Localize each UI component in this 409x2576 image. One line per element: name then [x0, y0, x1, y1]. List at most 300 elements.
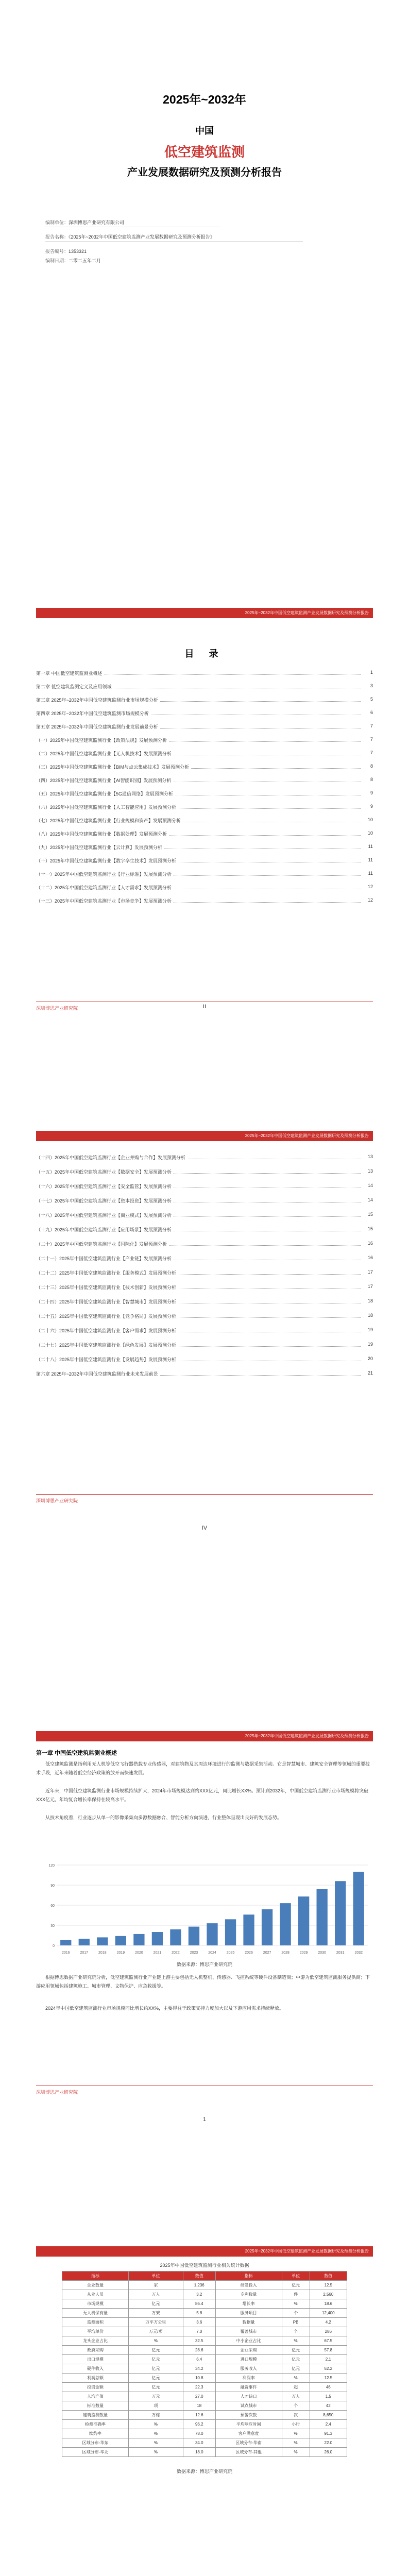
table-cell: 亿元 [282, 2355, 310, 2364]
table-cell: 龙头企业占比 [62, 2336, 129, 2346]
table-cell: 亿元 [282, 2346, 310, 2355]
toc-entry-page: 18 [363, 1313, 373, 1318]
toc-entry-title: （十七）2025年中国低空建筑监测行业【资本投资】发展预测分析 [36, 1197, 174, 1204]
toc-entry-title: （十二）2025年中国低空建筑监测行业【人才需求】发展预测分析 [36, 884, 174, 891]
table-cell: 从业人员 [62, 2290, 129, 2299]
table-header-cell: 单位 [128, 2272, 183, 2281]
toc-entry[interactable] [36, 871, 373, 879]
toc-entry[interactable] [36, 764, 373, 772]
toc-entry[interactable] [36, 723, 373, 732]
toc-entry[interactable] [36, 897, 373, 906]
y-tick-label: 120 [48, 1864, 55, 1868]
table-cell: 亿元 [128, 2355, 183, 2364]
bar [60, 1940, 71, 1945]
table-cell: 市场规模 [62, 2299, 129, 2309]
table-cell: 27.0 [183, 2392, 215, 2401]
table-cell: 起 [282, 2383, 310, 2392]
toc-entry-page: 19 [363, 1342, 373, 1347]
page-number: II [202, 1004, 207, 1010]
toc-title: 目 录 [184, 649, 225, 659]
bar [317, 1889, 328, 1945]
table-cell: 1,236 [183, 2281, 215, 2290]
toc-entry-page: 20 [363, 1356, 373, 1361]
table-cell: 4.2 [310, 2318, 347, 2327]
bar [298, 1896, 309, 1945]
table-cell: 万元 [128, 2392, 183, 2401]
bar [189, 1927, 199, 1945]
table-cell: 平均响应时间 [215, 2420, 282, 2429]
cover-meta-code: 报告编号：1353321 [45, 249, 87, 254]
toc-entry-title: （五）2025年中国低空建筑监测行业【5G通信网络】发展预测分析 [36, 790, 175, 797]
x-tick-label: 2029 [299, 1951, 308, 1955]
toc-entry-title: （三）2025年中国低空建筑监测行业【BIM与点云集成技术】发展预测分析 [36, 764, 191, 770]
table-cell: 客户满意度 [215, 2429, 282, 2438]
toc-entry[interactable] [36, 790, 373, 799]
table-cell: 小时 [282, 2420, 310, 2429]
toc-entry[interactable] [36, 1327, 373, 1335]
table-cell: 区域分布-华东 [62, 2438, 129, 2448]
table-cell: 42 [310, 2401, 347, 2411]
toc-entry[interactable] [36, 737, 373, 745]
table-row [62, 2327, 347, 2336]
table-row [62, 2420, 347, 2429]
bar [280, 1903, 291, 1945]
toc-entry[interactable] [36, 750, 373, 758]
toc-entry-title: 第三章 2025年~2032年中国低空建筑监测行业市场规模分析 [36, 697, 160, 703]
table-cell: 企业数量 [62, 2281, 129, 2290]
toc-entry-page: 8 [363, 777, 373, 782]
table-cell: 专利数量 [215, 2290, 282, 2299]
toc-entry-title: （八）2025年中国低空建筑监测行业【数据处理】发展预测分析 [36, 831, 169, 837]
toc-entry[interactable] [36, 1154, 373, 1162]
table-cell: 区域分布-其他 [215, 2448, 282, 2457]
table-header-cell: 指标 [62, 2272, 129, 2281]
table-cell: 人才缺口 [215, 2392, 282, 2401]
table-row [62, 2318, 347, 2327]
x-tick-label: 2020 [135, 1951, 143, 1955]
table-cell: 3.2 [183, 2290, 215, 2299]
table-cell: % [128, 2448, 183, 2457]
table-cell: 个 [282, 2327, 310, 2336]
table-cell: 34.2 [183, 2364, 215, 2374]
table-cell: % [128, 2429, 183, 2438]
y-tick-label: 30 [50, 1924, 55, 1928]
toc-entry-page: 17 [363, 1284, 373, 1289]
toc-entry[interactable] [36, 1197, 373, 1206]
toc-entry-title: （二十八）2025年中国低空建筑监测行业【发展趋势】发展预测分析 [36, 1356, 178, 1363]
bar [152, 1932, 163, 1945]
table-cell: 增长率 [215, 2299, 282, 2309]
table-cell: 万人 [282, 2392, 310, 2401]
table-cell: 项 [128, 2401, 183, 2411]
cover-meta-org: 编制单位：深圳博思产业研究有限公司 [45, 220, 125, 225]
toc-entry-page: 7 [363, 750, 373, 755]
table-cell: 服务收入 [215, 2364, 282, 2374]
table-cell: 融资事件 [215, 2383, 282, 2392]
y-tick-label: 0 [53, 1944, 55, 1948]
toc-entry-title: （十）2025年中国低空建筑监测行业【数字孪生技术】发展预测分析 [36, 857, 178, 864]
toc-entry-page: 11 [363, 857, 373, 862]
table-cell: 86.4 [183, 2299, 215, 2309]
table-row [62, 2392, 347, 2401]
toc-entry[interactable] [36, 1356, 373, 1364]
page-number: IV [201, 1525, 208, 1531]
page-header-bar: 2025年~2032年中国低空建筑监测产业发展数据研究及预测分析报告 [36, 1131, 373, 1141]
toc-entry-title: （四）2025年中国低空建筑监测行业【AI智能识别】发展预测分析 [36, 777, 174, 784]
table-cell: 区域分布-华北 [62, 2448, 129, 2457]
toc-entry-title: （六）2025年中国低空建筑监测行业【人工智能应用】发展预测分析 [36, 804, 178, 810]
table-cell: 监测面积 [62, 2318, 129, 2327]
toc-entry-page: 14 [363, 1183, 373, 1188]
x-tick-label: 2025 [226, 1951, 235, 1955]
toc-entry-title: 第四章 2025年~2032年中国低空建筑监测市场规模分析 [36, 710, 151, 717]
table-caption: 2025年中国低空建筑监测行业相关统计数据 [160, 2263, 249, 2268]
table-cell: 硬件收入 [62, 2364, 129, 2374]
chart-caption: 数据来源：博思产业研究院 [176, 1962, 232, 1967]
table-row [62, 2374, 347, 2383]
table-cell: PB [282, 2318, 310, 2327]
toc-entry[interactable] [36, 710, 373, 718]
table-cell: 22.0 [310, 2438, 347, 2448]
table-row [62, 2281, 347, 2290]
toc-entry-page: 9 [363, 790, 373, 795]
x-tick-label: 2021 [153, 1951, 162, 1955]
x-tick-label: 2018 [98, 1951, 107, 1955]
table-cell: 政府采购 [62, 2346, 129, 2355]
table-cell: % [282, 2336, 310, 2346]
table-cell: 12.5 [310, 2281, 347, 2290]
table-cell: 亿元 [282, 2364, 310, 2374]
market-size-bar-chart [36, 1860, 373, 1958]
cover-rule [45, 241, 303, 242]
table-cell: 服务项目 [215, 2309, 282, 2318]
toc-entry-title: （十六）2025年中国低空建筑监测行业【安全监管】发展预测分析 [36, 1183, 174, 1190]
table-source: 数据来源：博思产业研究院 [176, 2469, 232, 2474]
table-cell: % [128, 2438, 183, 2448]
table-cell: 18.0 [183, 2448, 215, 2457]
toc-entry[interactable] [36, 1342, 373, 1350]
table-cell: % [282, 2438, 310, 2448]
table-cell: 32.5 [183, 2336, 215, 2346]
page-number: 1 [202, 2116, 207, 2123]
bar [335, 1881, 346, 1945]
toc-entry[interactable] [36, 1255, 373, 1263]
table-cell: 1.5 [310, 2392, 347, 2401]
toc-entry[interactable] [36, 1168, 373, 1177]
x-tick-label: 2023 [190, 1951, 198, 1955]
chapter1-title: 第一章 中国低空建筑监测业概述 [36, 1750, 117, 1756]
table-cell: 3.6 [183, 2318, 215, 2327]
toc-entry-page: 9 [363, 804, 373, 809]
toc-entry-page: 5 [363, 697, 373, 702]
table-cell: % [128, 2420, 183, 2429]
toc-entry[interactable] [36, 1298, 373, 1307]
table-cell: 5.8 [183, 2309, 215, 2318]
table-cell: 286 [310, 2327, 347, 2336]
x-tick-label: 2016 [61, 1951, 70, 1955]
table-cell: 平均单价 [62, 2327, 129, 2336]
table-cell: % [282, 2448, 310, 2457]
table-cell: 亿元 [128, 2374, 183, 2383]
table-row [62, 2309, 347, 2318]
toc-entry-page: 6 [363, 710, 373, 715]
table-cell: 10.8 [183, 2374, 215, 2383]
cover-subtitle: 产业发展数据研究及预测分析报告 [127, 167, 282, 178]
page-header-bar: 2025年~2032年中国低空建筑监测产业发展数据研究及预测分析报告 [36, 1731, 373, 1741]
table-cell: 标准数量 [62, 2401, 129, 2411]
table-header-cell: 指标 [215, 2272, 282, 2281]
toc-entry-page: 14 [363, 1197, 373, 1202]
table-cell: 亿元 [128, 2364, 183, 2374]
table-row [62, 2299, 347, 2309]
x-tick-label: 2017 [80, 1951, 89, 1955]
cover-topic: 低空建筑监测 [164, 144, 245, 160]
table-row [62, 2411, 347, 2420]
toc-entry-title: （二十三）2025年中国低空建筑监测行业【技术创新】发展预测分析 [36, 1284, 178, 1291]
toc-entry-page: 16 [363, 1255, 373, 1260]
cover-page [0, 0, 409, 577]
page-header-bar: 2025年~2032年中国低空建筑监测产业发展数据研究及预测分析报告 [36, 608, 373, 618]
x-tick-label: 2032 [354, 1951, 363, 1955]
toc-entry-page: 19 [363, 1327, 373, 1332]
cover-years: 2025年~2032年 [163, 93, 246, 106]
table-cell: 研发投入 [215, 2281, 282, 2290]
table-cell: 万人 [128, 2290, 183, 2299]
table-cell: 家 [128, 2281, 183, 2290]
toc-entry-title: 第二章 低空建筑监测定义及应用领域 [36, 683, 114, 690]
table-cell: 2,560 [310, 2290, 347, 2299]
table-cell: 78.0 [183, 2429, 215, 2438]
table-cell: 利润总额 [62, 2374, 129, 2383]
table-cell: 28.6 [183, 2346, 215, 2355]
toc-entry-title: （二十二）2025年中国低空建筑监测行业【服务模式】发展预测分析 [36, 1269, 178, 1276]
toc-entry-title: （十一）2025年中国低空建筑监测行业【行业标准】发展预测分析 [36, 871, 174, 877]
toc-entry-title: （二十四）2025年中国低空建筑监测行业【智慧城市】发展预测分析 [36, 1298, 178, 1305]
table-cell: 检测准确率 [62, 2420, 129, 2429]
toc-entry-page: 10 [363, 817, 373, 822]
table-cell: 个 [282, 2309, 310, 2318]
bar [170, 1929, 181, 1945]
toc-entry-page: 13 [363, 1168, 373, 1174]
toc-entry-title: （二十）2025年中国低空建筑监测行业【国际化】发展预测分析 [36, 1241, 169, 1247]
y-tick-label: 60 [50, 1904, 55, 1908]
y-tick-label: 90 [50, 1884, 55, 1888]
table-cell: 12.5 [310, 2374, 347, 2383]
toc-entry-page: 11 [363, 871, 373, 876]
toc-entry-title: 第一章 中国低空建筑监测业概述 [36, 670, 105, 676]
toc-entry[interactable] [36, 670, 373, 678]
footer-text: 深圳博思产业研究院 [36, 1498, 78, 1503]
toc-entry[interactable] [36, 1241, 373, 1249]
toc-entry[interactable] [36, 817, 373, 825]
toc-entry-title: （十五）2025年中国低空建筑监测行业【数据安全】发展预测分析 [36, 1168, 174, 1175]
toc-entry-title: （十九）2025年中国低空建筑监测行业【应用场景】发展预测分析 [36, 1226, 174, 1233]
toc-entry-page: 11 [363, 844, 373, 849]
table-cell: 人均产值 [62, 2392, 129, 2401]
toc-entry[interactable] [36, 1284, 373, 1292]
table-row [62, 2364, 347, 2374]
table-cell: 26.0 [310, 2448, 347, 2457]
table-cell: 91.3 [310, 2429, 347, 2438]
table-cell: 18 [183, 2401, 215, 2411]
page-header-bar: 2025年~2032年中国低空建筑监测产业发展数据研究及预测分析报告 [36, 2246, 373, 2257]
table-cell: 2.4 [310, 2420, 347, 2429]
table-cell: 12.6 [183, 2411, 215, 2420]
table-cell: 建筑监测数量 [62, 2411, 129, 2420]
toc-entry-page: 18 [363, 1298, 373, 1303]
bar [243, 1914, 254, 1945]
chapter1-para: 根据博思数据产业研究院分析，低空建筑监测行业产业链上游主要包括无人机整机、传感器、飞控系统等硬件设备制造商；中游为低空建筑监测服务提供商；下游应用领域包括建筑施工、城市管理、文物保护、应急救援等。 [36, 1975, 370, 1989]
toc-entry-page: 12 [363, 884, 373, 889]
table-cell: 7.0 [183, 2327, 215, 2336]
bar [225, 1919, 236, 1945]
table-cell: 万元/项 [128, 2327, 183, 2336]
table-cell: % [282, 2374, 310, 2383]
chapter1-para: 近年来，中国低空建筑监测行业市场规模持续扩大，2024年市场规模达到约XXX亿元，同比增长XX%。预计到2032年，中国低空建筑监测行业市场规模将突破XXX亿元，年均复合增长率保持在较高水平。 [36, 1788, 369, 1802]
table-cell: 18.6 [310, 2299, 347, 2309]
chapter1-para: 从技术角度看，行业逐步从单一的影像采集向多源数据融合、智能分析方向演进，行业整体呈现出良好的发展态势。 [45, 1815, 282, 1820]
toc-entry[interactable] [36, 697, 373, 705]
bar [115, 1936, 126, 1945]
table-header-cell: 数值 [183, 2272, 215, 2281]
toc-entry-page: 21 [363, 1370, 373, 1376]
toc-entry-page: 10 [363, 831, 373, 836]
toc-entry-title: 第五章 2025年~2032年中国低空建筑监测行业发展前景分析 [36, 723, 160, 730]
toc-entry-title: （十八）2025年中国低空建筑监测行业【商业模式】发展预测分析 [36, 1212, 174, 1218]
table-row [62, 2336, 347, 2346]
x-tick-label: 2026 [245, 1951, 253, 1955]
stats-table [62, 2271, 347, 2457]
table-cell: 22.3 [183, 2383, 215, 2392]
toc-entry-title: （九）2025年中国低空建筑监测行业【云计算】发展预测分析 [36, 844, 164, 851]
table-cell: 96.2 [183, 2420, 215, 2429]
table-cell: 2.1 [310, 2355, 347, 2364]
table-cell: % [282, 2299, 310, 2309]
toc-entry-title: 第六章 2025年~2032年中国低空建筑监测行业未来发展前景 [36, 1370, 160, 1377]
bar [133, 1934, 144, 1945]
toc-entry[interactable] [36, 777, 373, 785]
table-row [62, 2438, 347, 2448]
toc-entry-title: （二十五）2025年中国低空建筑监测行业【竞争格局】发展预测分析 [36, 1313, 178, 1319]
toc-entry-page: 8 [363, 764, 373, 769]
toc-entry-title: （一）2025年中国低空建筑监测行业【政策法规】发展预测分析 [36, 737, 169, 743]
toc-entry-title: （十三）2025年中国低空建筑监测行业【市场竞争】发展预测分析 [36, 897, 174, 904]
table-cell: 57.8 [310, 2346, 347, 2355]
toc-entry-page: 17 [363, 1269, 373, 1275]
table-cell: 续约率 [62, 2429, 129, 2438]
cover-meta-date: 编制日期：二零二五年二月 [45, 258, 101, 263]
toc-entry-title: （二十一）2025年中国低空建筑监测行业【产业链】发展预测分析 [36, 1255, 174, 1262]
toc-entry[interactable] [36, 1269, 373, 1278]
toc-entry[interactable] [36, 844, 373, 852]
footer-text: 深圳博思产业研究院 [36, 2090, 78, 2095]
table-cell: 亿元 [282, 2281, 310, 2290]
toc-entry-page: 16 [363, 1241, 373, 1246]
cover-country: 中国 [195, 126, 214, 136]
x-tick-label: 2022 [172, 1951, 180, 1955]
table-row [62, 2346, 347, 2355]
toc-entry-page: 13 [363, 1154, 373, 1159]
table-cell: 52.2 [310, 2364, 347, 2374]
table-cell: 万平方公里 [128, 2318, 183, 2327]
toc-entry-title: （十四）2025年中国低空建筑监测行业【企业并购与合作】发展预测分析 [36, 1154, 188, 1161]
table-cell: 12,400 [310, 2309, 347, 2318]
table-cell: % [282, 2429, 310, 2438]
bar [207, 1923, 217, 1945]
toc-entry-page: 15 [363, 1212, 373, 1217]
toc-entry-page: 7 [363, 737, 373, 742]
table-row [62, 2429, 347, 2438]
bar [79, 1939, 90, 1945]
table-cell: 亿元 [128, 2299, 183, 2309]
toc-entry[interactable] [36, 1183, 373, 1191]
table-row [62, 2448, 347, 2457]
toc-entry[interactable] [36, 1313, 373, 1321]
toc-entry[interactable] [36, 884, 373, 892]
toc-entry-title: （二十六）2025年中国低空建筑监测行业【客户需求】发展预测分析 [36, 1327, 178, 1334]
bar [353, 1872, 364, 1945]
table-cell: 无人机保有量 [62, 2309, 129, 2318]
cover-meta-title: 报告名称：《2025年~2032年中国低空建筑监测产业发展数据研究及预测分析报告》 [45, 234, 215, 240]
toc-entry[interactable] [36, 857, 373, 866]
x-tick-label: 2030 [318, 1951, 326, 1955]
table-cell: 出口规模 [62, 2355, 129, 2364]
table-row [62, 2290, 347, 2299]
table-cell: 企业采购 [215, 2346, 282, 2355]
table-cell: 中小企业占比 [215, 2336, 282, 2346]
table-row [62, 2401, 347, 2411]
toc-entry[interactable] [36, 1212, 373, 1220]
x-tick-label: 2028 [281, 1951, 289, 1955]
toc-entry-title: （二十七）2025年中国低空建筑监测行业【绿色发展】发展预测分析 [36, 1342, 178, 1348]
table-cell: 进口规模 [215, 2355, 282, 2364]
toc-entry[interactable] [36, 1226, 373, 1234]
table-header-cell: 单位 [282, 2272, 310, 2281]
table-cell: 件 [282, 2290, 310, 2299]
table-cell: 次 [282, 2411, 310, 2420]
toc-entry[interactable] [36, 1370, 373, 1379]
table-cell: 46 [310, 2383, 347, 2392]
table-cell: 8,650 [310, 2411, 347, 2420]
bar [262, 1909, 272, 1945]
x-tick-label: 2024 [208, 1951, 216, 1955]
toc-entry[interactable] [36, 831, 373, 839]
table-cell: 利润率 [215, 2374, 282, 2383]
table-cell: 万栋 [128, 2411, 183, 2420]
x-tick-label: 2027 [263, 1951, 271, 1955]
toc-entry[interactable] [36, 804, 373, 812]
x-tick-label: 2031 [336, 1951, 345, 1955]
table-cell: 试点城市 [215, 2401, 282, 2411]
toc-entry-page: 15 [363, 1226, 373, 1231]
x-tick-label: 2019 [116, 1951, 125, 1955]
bar [97, 1937, 108, 1945]
table-cell: 覆盖城市 [215, 2327, 282, 2336]
toc-entry-title: （七）2025年中国低空建筑监测行业【行业规模和资产】发展预测分析 [36, 817, 183, 824]
footer-rule [36, 1494, 373, 1495]
table-cell: 亿元 [128, 2383, 183, 2392]
table-cell: 亿元 [128, 2346, 183, 2355]
toc-entry-page: 7 [363, 723, 373, 728]
table-row [62, 2355, 347, 2364]
table-header-cell: 数值 [310, 2272, 347, 2281]
toc-entry[interactable] [36, 683, 373, 691]
table-cell: 个 [282, 2401, 310, 2411]
chapter1-para: 2024年中国低空建筑监测行业市场规模同比增长约XX%，主要得益于政策支持力度加大以及下游应用需求持续释放。 [45, 2006, 284, 2011]
table-cell: 区域分布-华南 [215, 2438, 282, 2448]
table-cell: 67.5 [310, 2336, 347, 2346]
table-cell: 万架 [128, 2309, 183, 2318]
